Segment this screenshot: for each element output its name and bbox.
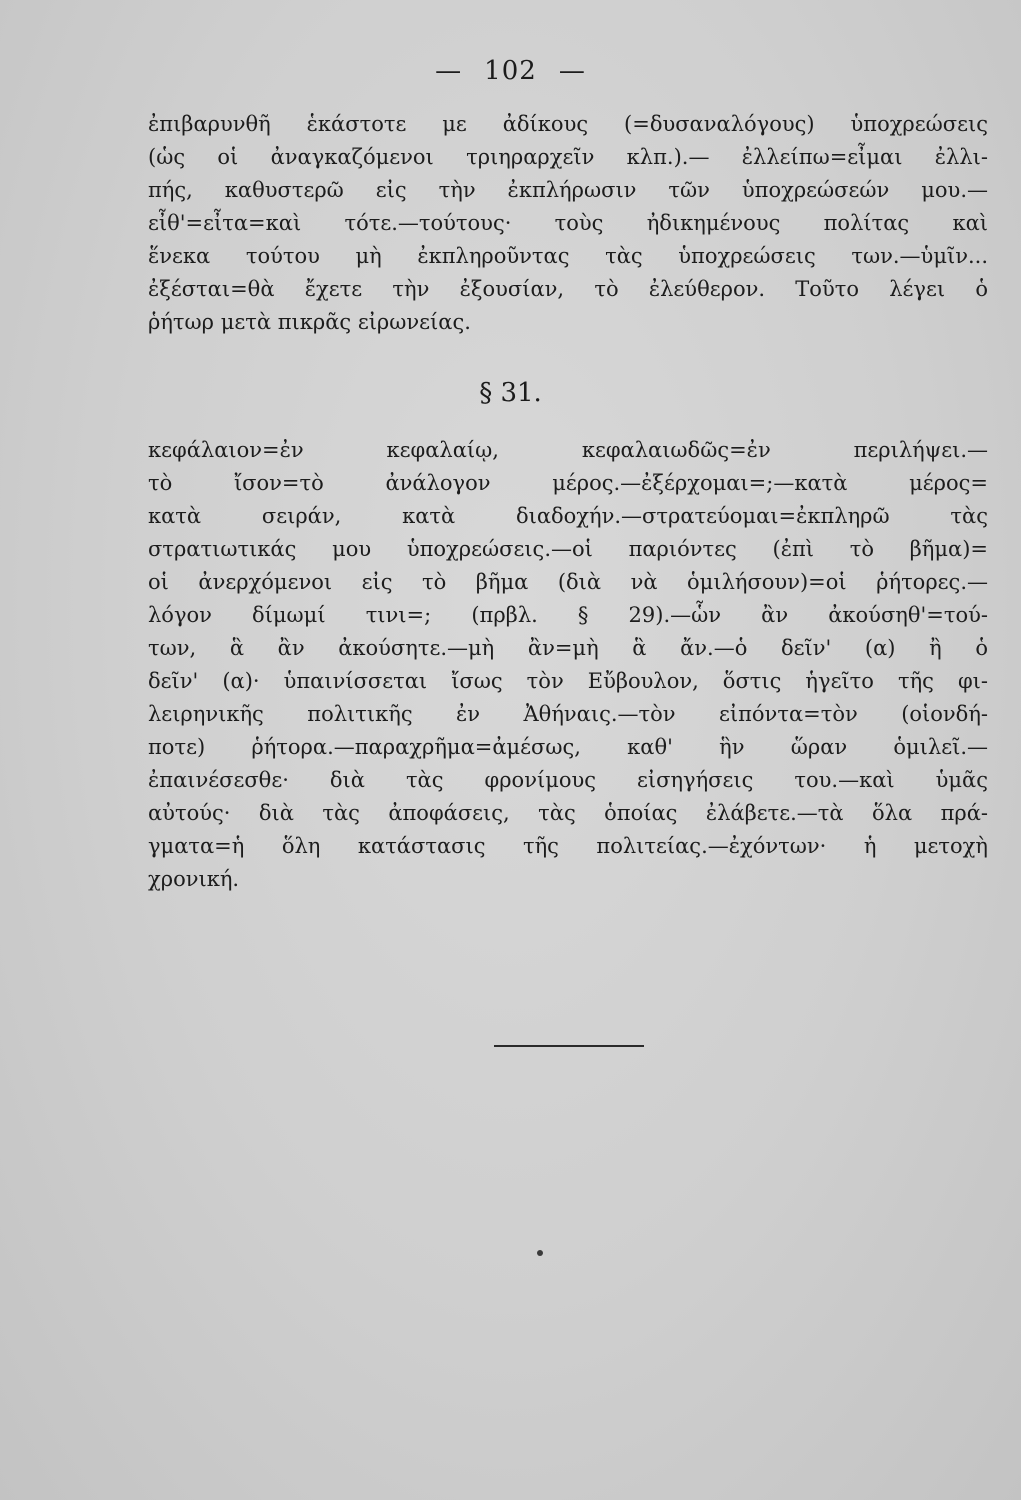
text-line: ῥήτωρ μετὰ πικρᾶς εἰρωνείας. xyxy=(148,310,471,334)
text-line: οἱ ἀνερχόμενοι εἰς τὸ βῆμα (διὰ νὰ ὁμιλήσουν)=οἱ ῥήτορες.— xyxy=(148,570,988,594)
stray-dot xyxy=(537,1250,543,1256)
text-line: κατὰ σειράν, κατὰ διαδοχήν.—στρατεύομαι=ἐκπληρῶ τὰς xyxy=(148,504,988,528)
section-heading: § 31. xyxy=(479,378,542,408)
text-line: χρονική. xyxy=(148,867,240,891)
page-number-value: 102 xyxy=(484,56,537,86)
text-line: λειρηνικῆς πολιτικῆς ἐν Ἀθήναις.—τὸν εἰπόντα=τὸν (οἱονδή- xyxy=(148,702,988,726)
closing-rule xyxy=(494,1045,644,1047)
text-line: δεῖν' (α)· ὑπαινίσσεται ἴσως τὸν Εὔβουλον, ὅστις ἡγεῖτο τῆς φι- xyxy=(148,669,988,693)
text-line: (ὡς οἱ ἀναγκαζόμενοι τριηραρχεῖν κλπ.).— ἐλλείπω=εἶμαι ἐλλι- xyxy=(148,145,988,169)
text-line: πής, καθυστερῶ εἰς τὴν ἐκπλήρωσιν τῶν ὑποχρεώσεών μου.— xyxy=(148,178,988,202)
text-line: αὐτούς· διὰ τὰς ἀποφάσεις, τὰς ὁποίας ἐλάβετε.—τὰ ὅλα πρά- xyxy=(148,801,988,825)
text-line: ἐπιβαρυνθῆ ἑκάστοτε με ἀδίκους (=δυσαναλόγους) ὑποχρεώσεις xyxy=(148,112,988,136)
text-line: εἶθ'=εἶτα=καὶ τότε.—τούτους· τοὺς ἠδικημένους πολίτας καὶ xyxy=(148,211,988,235)
text-line: ἕνεκα τούτου μὴ ἐκπληροῦντας τὰς ὑποχρεώσεις των.—ὑμῖν... xyxy=(148,244,988,268)
page-number xyxy=(0,56,1021,86)
page-number-dash-left: — xyxy=(435,56,463,86)
text-line: των, ἃ ἂν ἀκούσητε.—μὴ ἂν=μὴ ἃ ἄν.—ὁ δεῖν' (α) ἢ ὁ xyxy=(148,636,988,660)
text-line: ἐπαινέσεσθε· διὰ τὰς φρονίμους εἰσηγήσεις του.—καὶ ὑμᾶς xyxy=(148,768,988,792)
text-line: ποτε) ῥήτορα.—παραχρῆμα=ἀμέσως, καθ' ἣν ὥραν ὁμιλεῖ.— xyxy=(148,735,988,759)
text-line: γματα=ἡ ὅλη κατάστασις τῆς πολιτείας.—ἐχόντων· ἡ μετοχὴ xyxy=(148,834,988,858)
text-line: τὸ ἴσον=τὸ ἀνάλογον μέρος.—ἐξέρχομαι=;—κατὰ μέρος= xyxy=(148,471,988,495)
page-number-dash-right: — xyxy=(558,56,586,86)
paragraph-1 xyxy=(148,108,988,339)
text-line: λόγον δίμωμί τινι=; (πρβλ. § 29).—ὧν ἂν ἀκούσηθ'=τού- xyxy=(148,603,988,627)
paragraph-2 xyxy=(148,434,988,896)
text-line: ἐξέσται=θὰ ἔχετε τὴν ἐξουσίαν, τὸ ἐλεύθερον. Τοῦτο λέγει ὁ xyxy=(148,277,988,301)
text-line: κεφάλαιον=ἐν κεφαλαίῳ, κεφαλαιωδῶς=ἐν περιλήψει.— xyxy=(148,438,988,462)
text-line: στρατιωτικάς μου ὑποχρεώσεις.—οἱ παριόντες (ἐπὶ τὸ βῆμα)= xyxy=(148,537,988,561)
